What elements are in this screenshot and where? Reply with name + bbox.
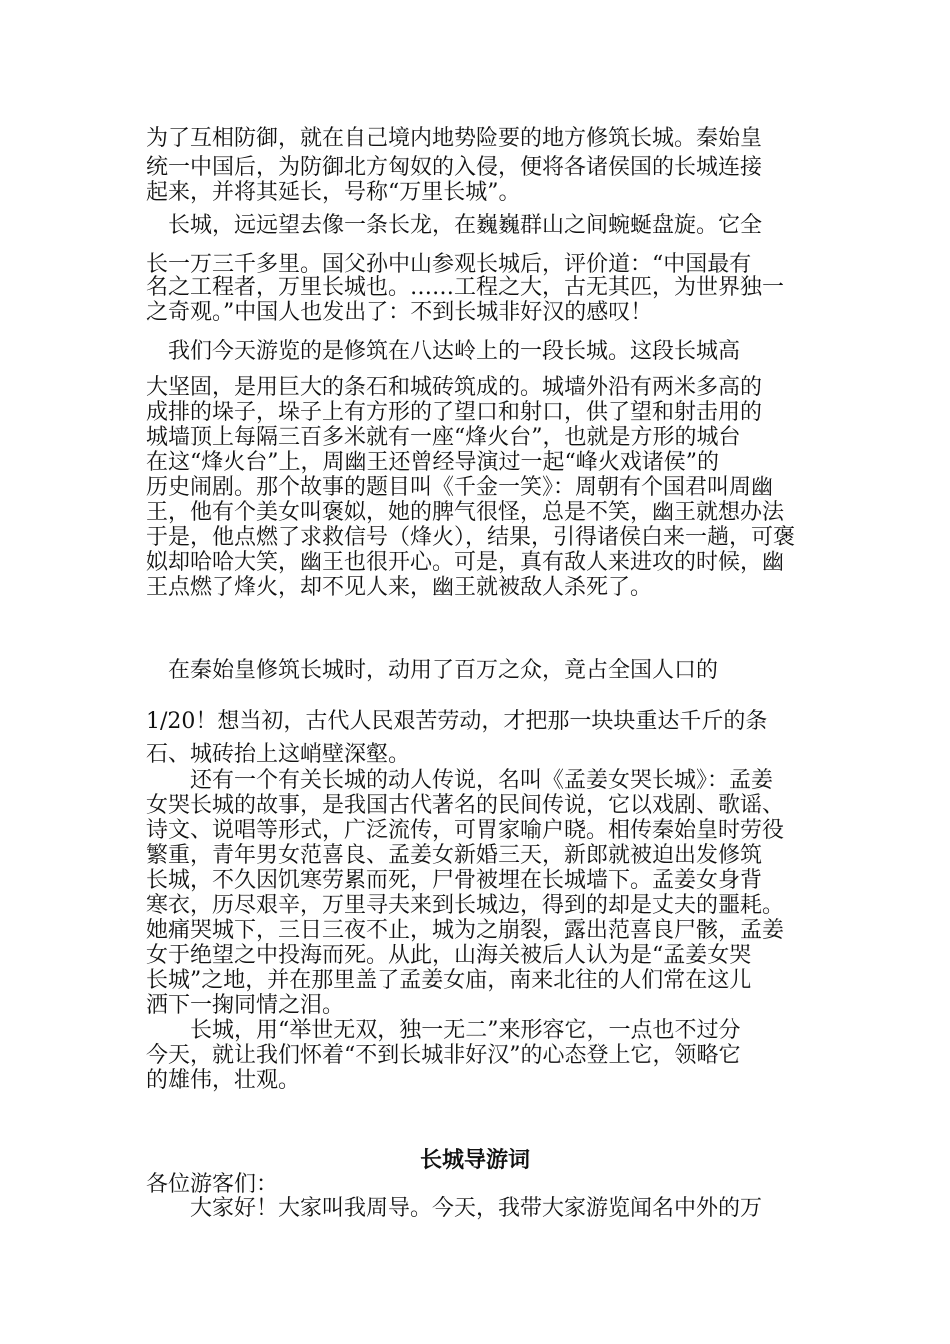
text-line: 王，他有个美女叫褒姒，她的脾气很怪，总是不笑，幽王就想办法 (146, 500, 785, 525)
text-line: 之奇观。”中国人也发出了：不到长城非好汉的感叹！ (146, 300, 653, 325)
text-line: 统一中国后，为防御北方匈奴的入侵，便将各诸侯国的长城连接 (146, 155, 763, 180)
text-line: 大坚固，是用巨大的条石和城砖筑成的。城墙外沿有两米多高的 (146, 375, 763, 400)
text-line: 姒却哈哈大笑，幽王也很开心。可是，真有敌人来进攻的时候，幽 (146, 550, 785, 575)
text-line: 名之工程者，万里长城也。……工程之大，古无其匹，为世界独一 (146, 275, 785, 300)
text-line: 女于绝望之中投海而死。从此，山海关被后人认为是“孟姜女哭 (146, 943, 752, 968)
greeting-line: 各位游客们： (146, 1172, 279, 1197)
text-line: 我们今天游览的是修筑在八达岭上的一段长城。这段长城高 (146, 339, 741, 364)
text-line: 1/20！想当初，古代人民艰苦劳动，才把那一块块重达千斤的条 (146, 709, 768, 734)
text-line: 成排的垛子，垛子上有方形的了望口和射口，供了望和射击用的 (146, 400, 763, 425)
text-line: 历史闹剧。那个故事的题目叫《千金一笑》：周朝有个国君叫周幽 (146, 475, 774, 500)
text-line: 为了互相防御，就在自己境内地势险要的地方修筑长城。秦始皇 (146, 126, 763, 151)
text-line: 大家好！大家叫我周导。今天，我带大家游览闻名中外的万 (146, 1196, 763, 1221)
text-line: 她痛哭城下，三日三夜不止，城为之崩裂，露出范喜良尸骸，孟姜 (146, 918, 785, 943)
text-line: 长一万三千多里。国父孙中山参观长城后，评价道：“中国最有 (146, 252, 752, 277)
text-line: 在这“烽火台”上，周幽王还曾经导演过一起“峰火戏诸侯”的 (146, 450, 719, 475)
text-line: 的雄伟，壮观。 (146, 1068, 301, 1093)
text-line: 诗文、说唱等形式，广泛流传，可胃家喻户晓。相传秦始皇时劳役 (146, 818, 785, 843)
text-line: 长城，不久因饥寒劳累而死，尸骨被埋在长城墙下。孟姜女身背 (146, 868, 763, 893)
text-line: 女哭长城的故事，是我国古代著名的民间传说，它以戏剧、歌谣、 (146, 793, 785, 818)
text-line: 洒下一掬同情之泪。 (146, 993, 345, 1018)
section-title: 长城导游词 (419, 1148, 530, 1173)
text-line: 于是，他点燃了求救信号（烽火），结果，引得诸侯白来一趟，可褒 (146, 525, 796, 550)
text-line: 还有一个有关长城的动人传说，名叫《孟姜女哭长城》：孟姜 (146, 768, 774, 793)
text-line: 繁重，青年男女范喜良、孟姜女新婚三天，新郎就被迫出发修筑 (146, 843, 763, 868)
text-line: 城墙顶上每隔三百多米就有一座“烽火台”，也就是方形的城台 (146, 425, 741, 450)
text-line: 长城”之地，并在那里盖了孟姜女庙，南来北往的人们常在这儿 (146, 968, 752, 993)
text-line: 今天，就让我们怀着“不到长城非好汉”的心态登上它，领略它 (146, 1043, 741, 1068)
text-line: 王点燃了烽火，却不见人来，幽王就被敌人杀死了。 (146, 575, 653, 600)
text-line: 寒衣，历尽艰辛，万里寻夫来到长城边，得到的却是丈夫的噩耗。 (146, 893, 785, 918)
text-line: 石、城砖抬上这峭壁深壑。 (146, 742, 411, 767)
text-line: 在秦始皇修筑长城时，动用了百万之众，竟占全国人口的 (146, 658, 719, 683)
text-line: 起来，并将其延长，号称“万里长城”。 (146, 180, 521, 205)
text-line: 长城，远远望去像一条长龙，在巍巍群山之间蜿蜒盘旋。它全 (146, 213, 763, 238)
text-line: 长城，用“举世无双，独一无二”来形容它，一点也不过分 (146, 1018, 741, 1043)
